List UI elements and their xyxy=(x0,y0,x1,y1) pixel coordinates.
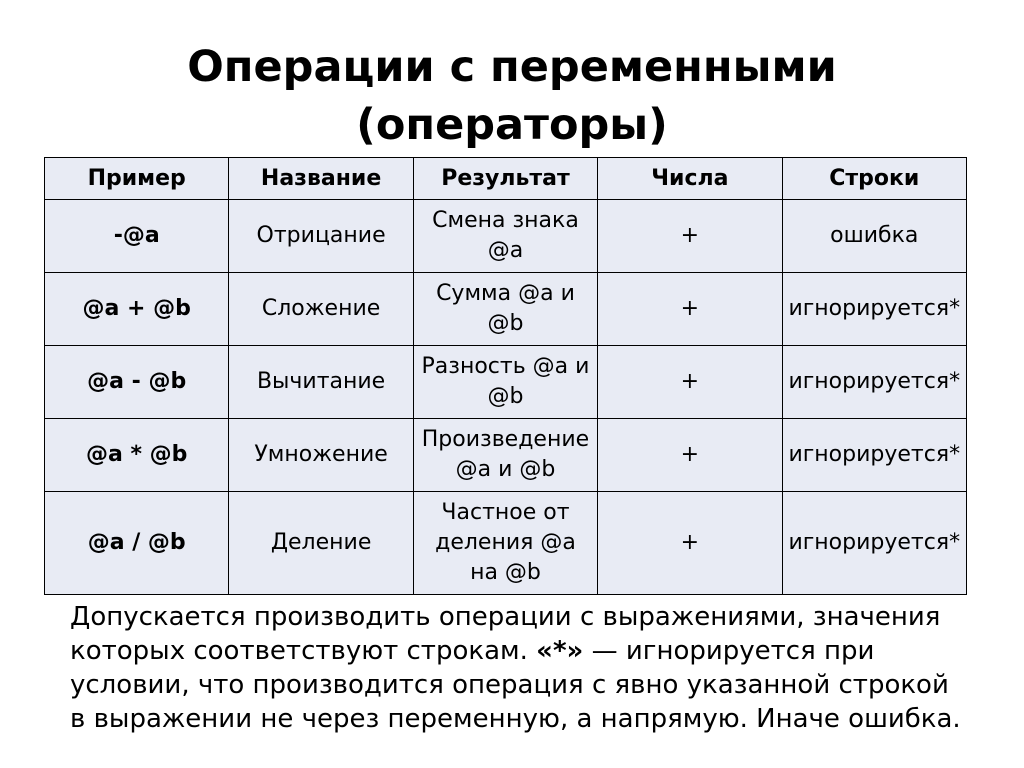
table-row xyxy=(45,346,967,419)
cell-strings: игнорируется* xyxy=(782,346,966,419)
cell-example: @a - @b xyxy=(45,346,229,419)
header-name: Название xyxy=(229,158,413,200)
footnote-paragraph xyxy=(70,600,970,736)
cell-strings: игнорируется* xyxy=(782,419,966,492)
cell-numbers: + xyxy=(598,492,782,595)
header-example: Пример xyxy=(45,158,229,200)
cell-numbers: + xyxy=(598,200,782,273)
cell-numbers: + xyxy=(598,419,782,492)
header-numbers: Числа xyxy=(598,158,782,200)
table-header-row xyxy=(45,158,967,200)
slide-title-line-1: Операции с переменными xyxy=(187,42,837,92)
footnote-text-before: Допускается производить операции с выражениями, значения которых соответствуют строкам. xyxy=(70,602,941,666)
table-row xyxy=(45,273,967,346)
table-row xyxy=(45,200,967,273)
operators-table xyxy=(44,157,967,595)
cell-strings: игнорируется* xyxy=(782,273,966,346)
footnote-text-after: — игнорируется при условии, что производится операция с явно указанной строкой в выражении не через переменную, а напрямую. Иначе ошибка. xyxy=(70,636,961,734)
cell-numbers: + xyxy=(598,273,782,346)
header-strings: Строки xyxy=(782,158,966,200)
cell-strings: игнорируется* xyxy=(782,492,966,595)
cell-result: Произведение @a и @b xyxy=(413,419,597,492)
cell-example: @a * @b xyxy=(45,419,229,492)
table-row xyxy=(45,492,967,595)
cell-result: Разность @a и @b xyxy=(413,346,597,419)
footnote-asterisk-marker: «*» xyxy=(536,636,584,666)
header-result: Результат xyxy=(413,158,597,200)
table-row xyxy=(45,419,967,492)
cell-result: Смена знака @a xyxy=(413,200,597,273)
cell-example: @a / @b xyxy=(45,492,229,595)
cell-result: Частное от деления @a на @b xyxy=(413,492,597,595)
cell-numbers: + xyxy=(598,346,782,419)
cell-example: -@a xyxy=(45,200,229,273)
cell-example: @a + @b xyxy=(45,273,229,346)
cell-result: Сумма @a и @b xyxy=(413,273,597,346)
slide-title-line-2: (операторы) xyxy=(356,100,668,150)
cell-strings: ошибка xyxy=(782,200,966,273)
cell-name: Сложение xyxy=(229,273,413,346)
cell-name: Вычитание xyxy=(229,346,413,419)
cell-name: Деление xyxy=(229,492,413,595)
slide-title xyxy=(0,38,1024,154)
cell-name: Умножение xyxy=(229,419,413,492)
cell-name: Отрицание xyxy=(229,200,413,273)
